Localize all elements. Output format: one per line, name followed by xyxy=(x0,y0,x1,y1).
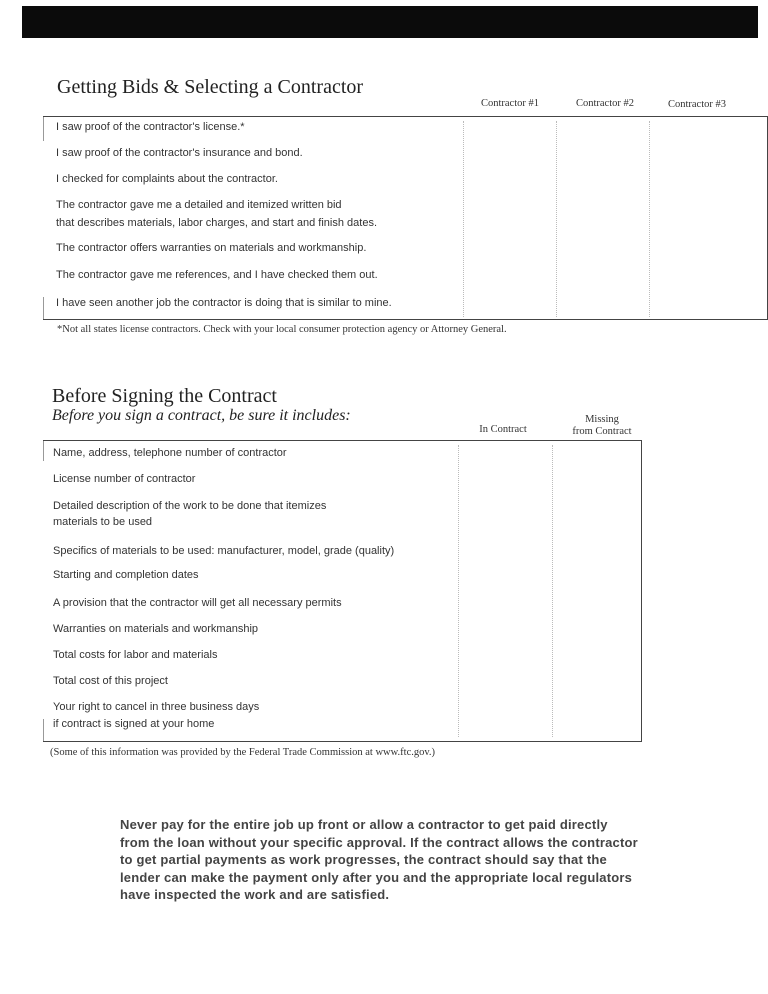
col-divider xyxy=(556,121,557,317)
section1-title: Getting Bids & Selecting a Contractor xyxy=(57,76,364,98)
col-divider xyxy=(649,121,650,317)
contract-row: Warranties on materials and workmanship xyxy=(53,623,259,635)
contract-row: Starting and completion dates xyxy=(53,569,199,581)
payment-warning-notice: Never pay for the entire job up front or allow a contractor to get paid directly from the loan without your specific approval. If the contract allows the contractor to get partial payments as work progresses, the contract should say that the lender can make the payment only after you and the appropriate local regulators have inspected the work and are satisfied. xyxy=(120,817,638,902)
section2-title: Before Signing the Contract xyxy=(52,385,277,407)
contract-row: materials to be used xyxy=(53,516,153,528)
col-from-contract: from Contract xyxy=(572,426,632,437)
checklist-row: that describes materials, labor charges, and start and finish dates. xyxy=(56,217,378,229)
checklist-row: I saw proof of the contractor's insurance and bond. xyxy=(56,147,303,159)
col-contractor-1: Contractor #1 xyxy=(480,98,540,109)
col-missing: Missing xyxy=(585,414,619,425)
table-left-tick-bottom xyxy=(43,297,44,319)
section2-footnote: (Some of this information was provided by the Federal Trade Commission at www.ftc.gov.) xyxy=(50,747,436,758)
section2-subtitle: Before you sign a contract, be sure it includes: xyxy=(52,407,351,424)
contract-row: Your right to cancel in three business days xyxy=(53,701,260,713)
col-contractor-3: Contractor #3 xyxy=(667,99,727,110)
contract-row: Name, address, telephone number of contractor xyxy=(53,447,287,459)
checklist-row: The contractor gave me a detailed and itemized written bid xyxy=(56,199,342,211)
contract-checklist-table xyxy=(43,440,642,742)
checklist-row: The contractor gave me references, and I have checked them out. xyxy=(56,269,378,281)
top-black-bar xyxy=(22,6,758,38)
section1-footnote: *Not all states license contractors. Check with your local consumer protection agency or Attorney General. xyxy=(57,324,507,335)
col-divider xyxy=(552,445,553,737)
contract-row: A provision that the contractor will get all necessary permits xyxy=(53,597,342,609)
contract-row: Specifics of materials to be used: manufacturer, model, grade (quality) xyxy=(53,545,395,557)
contract-row: Total cost of this project xyxy=(53,675,168,687)
checklist-row: I have seen another job the contractor is doing that is similar to mine. xyxy=(56,297,392,309)
table-left-tick-top xyxy=(43,441,44,461)
table-left-tick-bottom xyxy=(43,719,44,741)
col-in-contract: In Contract xyxy=(479,424,527,435)
checklist-row: The contractor offers warranties on materials and workmanship. xyxy=(56,242,367,254)
contract-row: License number of contractor xyxy=(53,473,196,485)
col-divider xyxy=(463,121,464,317)
table-left-tick-top xyxy=(43,117,44,141)
contract-row: Detailed description of the work to be done that itemizes xyxy=(53,500,327,512)
checklist-row: I checked for complaints about the contractor. xyxy=(56,173,278,185)
contractor-checklist-table xyxy=(43,116,768,320)
checklist-row: I saw proof of the contractor's license.* xyxy=(56,121,245,133)
col-divider xyxy=(458,445,459,737)
col-contractor-2: Contractor #2 xyxy=(575,98,635,109)
contract-row: Total costs for labor and materials xyxy=(53,649,218,661)
contract-row: if contract is signed at your home xyxy=(53,718,215,730)
